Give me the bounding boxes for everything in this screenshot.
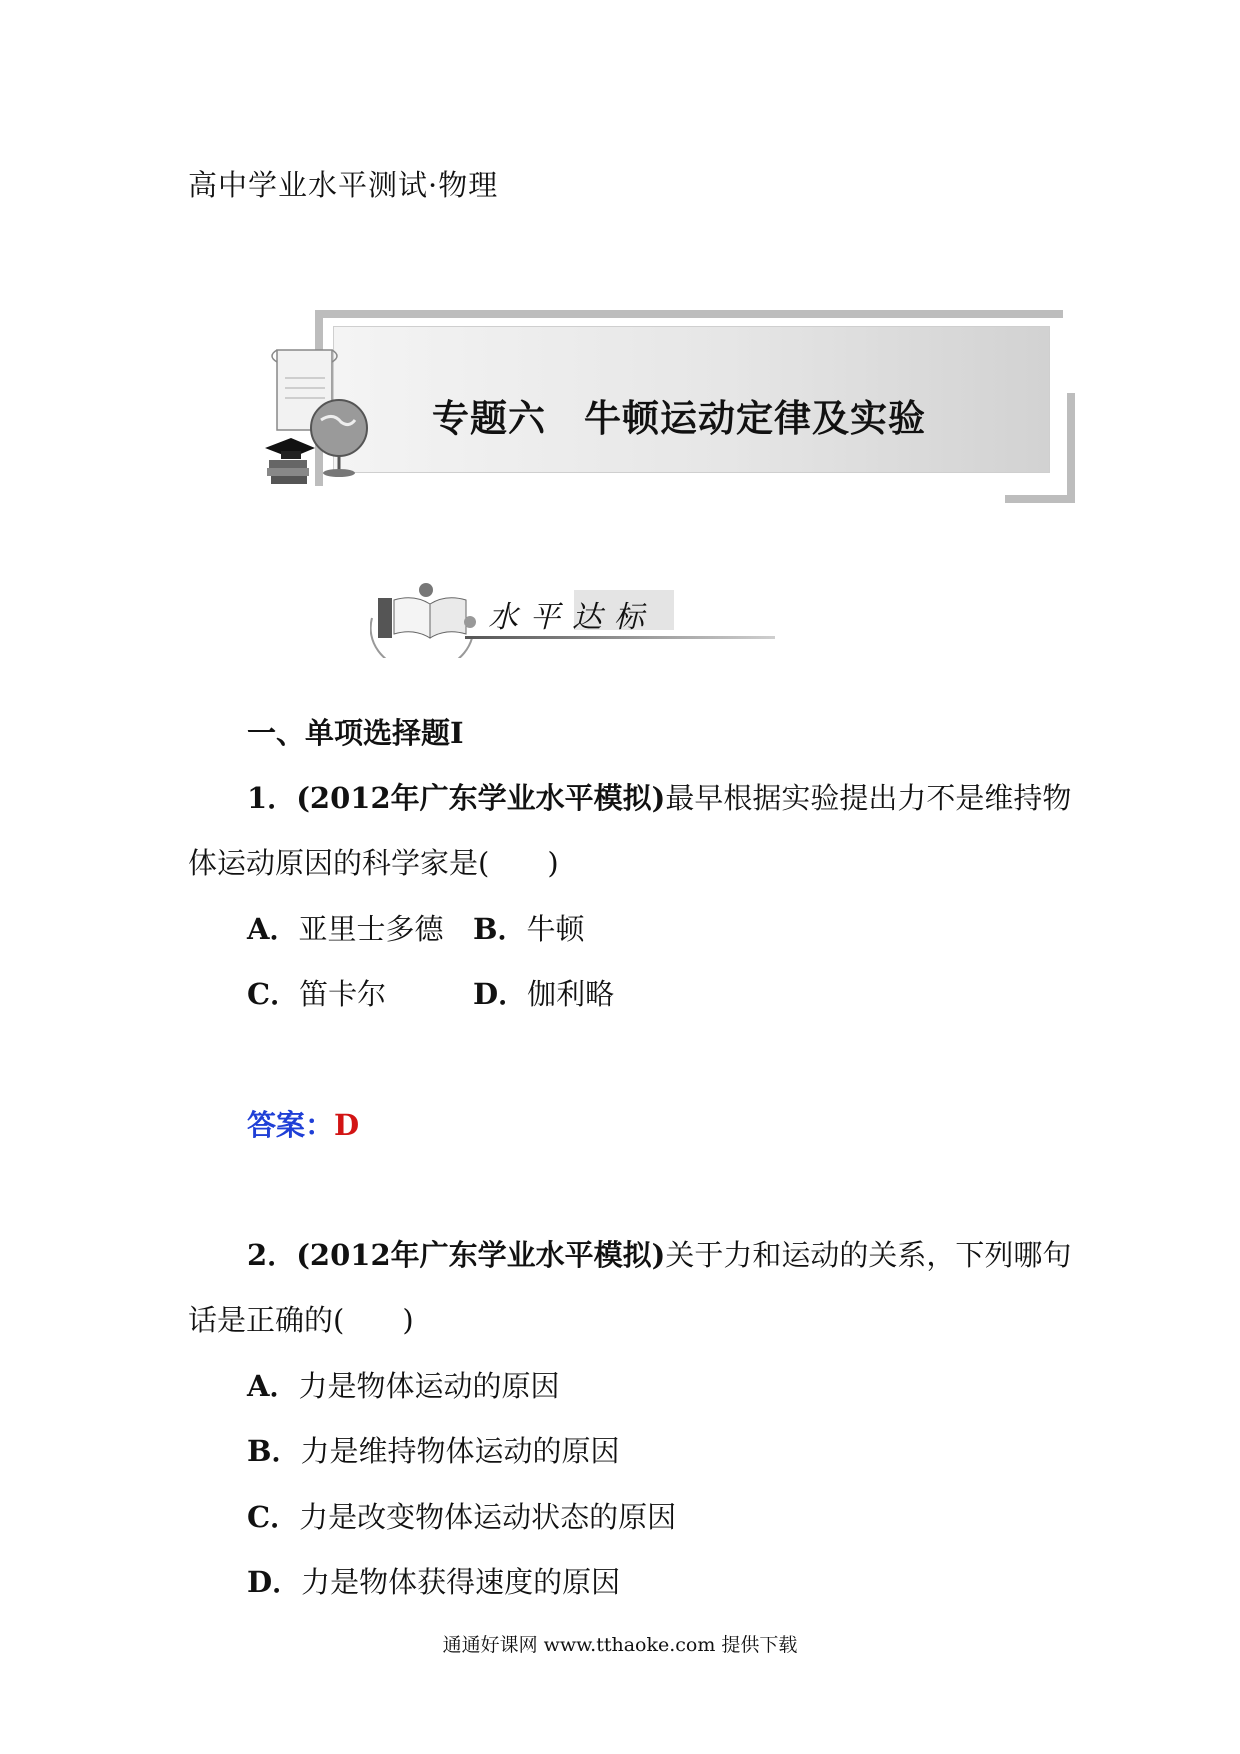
option-text: 笛卡尔 bbox=[299, 977, 387, 1011]
question-number: 1． bbox=[247, 781, 297, 815]
question-number: 2． bbox=[247, 1238, 297, 1272]
answer-value: D bbox=[334, 1108, 360, 1142]
badge-underline bbox=[465, 636, 775, 639]
page-footer: 通通好课网 www.tthaoke.com 提供下载 bbox=[442, 1634, 798, 1656]
option-text: 伽利略 bbox=[527, 977, 615, 1011]
option-c bbox=[247, 974, 386, 1014]
banner-frame-corner bbox=[1005, 393, 1075, 503]
option-text: 力是改变物体运动状态的原因 bbox=[299, 1500, 677, 1534]
option-letter: D． bbox=[247, 1565, 302, 1599]
answer-label: 答案： bbox=[247, 1108, 335, 1142]
option-b bbox=[473, 909, 585, 949]
question-source: (2012年广东学业水平模拟) bbox=[296, 1238, 666, 1272]
question-stem: 关于力和运动的关系，下列哪句 bbox=[665, 1238, 1072, 1272]
option-a bbox=[247, 909, 444, 949]
option-letter: C． bbox=[247, 977, 300, 1011]
question-2-line-1 bbox=[247, 1235, 1071, 1275]
topic-banner bbox=[245, 308, 1075, 498]
open-book-icon bbox=[370, 578, 480, 658]
option-text: 力是物体获得速度的原因 bbox=[301, 1565, 621, 1599]
badge-label: 水平达标 bbox=[488, 600, 656, 635]
question-2-line-2: 话是正确的( ) bbox=[188, 1303, 414, 1337]
option-c bbox=[247, 1497, 676, 1537]
page-header-title: 高中学业水平测试·物理 bbox=[188, 168, 499, 202]
answer-1 bbox=[247, 1105, 359, 1145]
option-b bbox=[247, 1431, 620, 1471]
section-badge bbox=[370, 578, 790, 658]
question-1-line-1 bbox=[247, 778, 1071, 818]
question-stem: 最早根据实验提出力不是维持物 bbox=[665, 781, 1072, 815]
section-title: 一、单项选择题Ⅰ bbox=[247, 716, 464, 750]
option-text: 牛顿 bbox=[526, 912, 585, 946]
option-a bbox=[247, 1366, 560, 1406]
option-letter: B． bbox=[473, 912, 527, 946]
option-letter: A． bbox=[247, 912, 299, 946]
option-text: 力是物体运动的原因 bbox=[298, 1369, 560, 1403]
question-1-line-2: 体运动原因的科学家是( ) bbox=[188, 846, 559, 880]
option-letter: D． bbox=[473, 977, 528, 1011]
option-letter: B． bbox=[247, 1434, 301, 1468]
option-d bbox=[473, 974, 614, 1014]
question-source: (2012年广东学业水平模拟) bbox=[296, 781, 666, 815]
topic-title: 专题六 牛顿运动定律及实验 bbox=[432, 397, 926, 440]
option-letter: A． bbox=[247, 1369, 299, 1403]
option-text: 亚里士多德 bbox=[298, 912, 444, 946]
option-letter: C． bbox=[247, 1500, 300, 1534]
option-d bbox=[247, 1562, 620, 1602]
diploma-globe-icon bbox=[257, 348, 377, 498]
option-text: 力是维持物体运动的原因 bbox=[300, 1434, 620, 1468]
